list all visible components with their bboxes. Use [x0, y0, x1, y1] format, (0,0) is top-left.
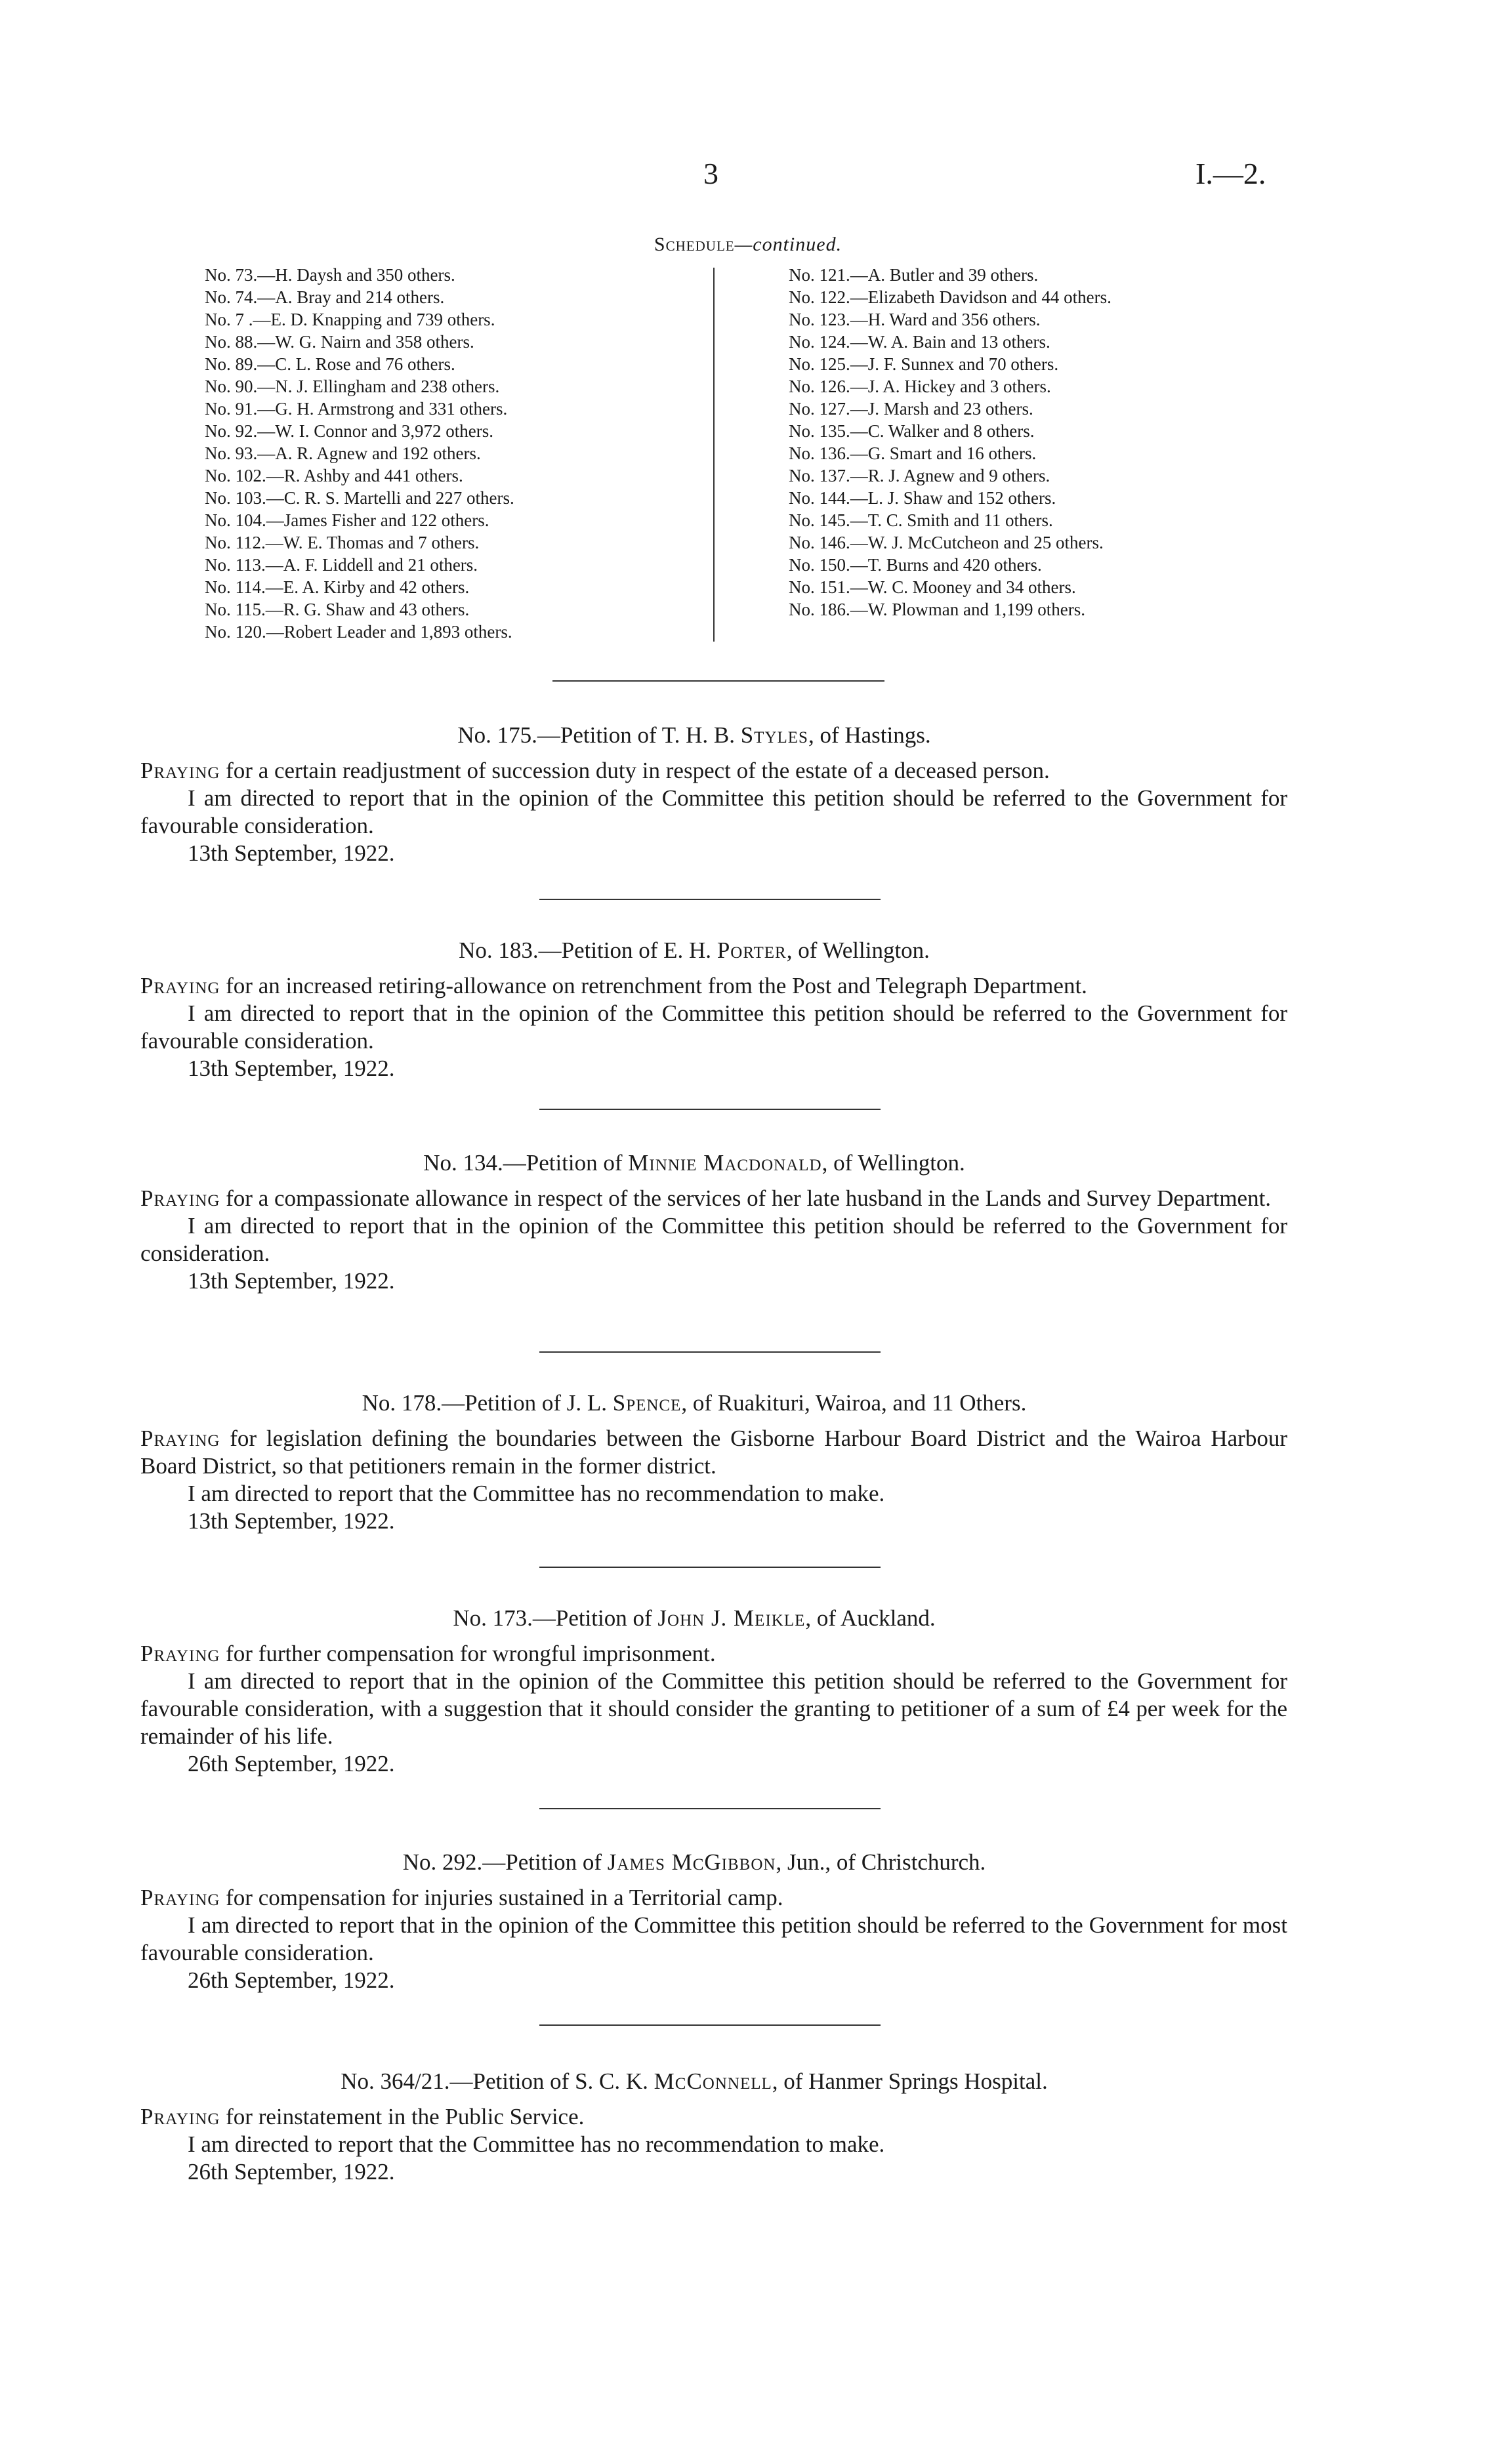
petition-praying [140, 972, 1287, 1000]
praying-word: Praying [140, 1185, 220, 1211]
praying-text: for a certain readjustment of succession duty in respect of the estate of a deceased person. [220, 758, 1050, 783]
petitioner-name: Porter [717, 937, 787, 963]
petition-date: 13th September, 1922. [188, 1508, 395, 1534]
schedule-item: No. 104.—James Fisher and 122 others. [205, 510, 489, 530]
schedule-item: No. 114.—E. A. Kirby and 42 others. [205, 577, 470, 597]
petition-report: I am directed to report that in the opinion of the Committee this petition should be referred to the Government for favourable consideration, with a suggestion that it should consider the granting to petitioner of a sum of £4 per week for the remainder of his life. [140, 1668, 1287, 1749]
petition-entry [140, 1389, 1287, 1535]
petition-praying [140, 1640, 1287, 1668]
praying-word: Praying [140, 973, 220, 998]
section-divider [539, 1808, 881, 1809]
praying-text: for reinstatement in the Public Service. [220, 2104, 585, 2129]
petition-date: 13th September, 1922. [188, 1268, 395, 1294]
petition-date: 26th September, 1922. [188, 1967, 395, 1993]
petition-title [140, 937, 1287, 964]
schedule-item: No. 91.—G. H. Armstrong and 331 others. [205, 399, 508, 419]
section-divider [539, 1567, 881, 1568]
schedule-item: No. 120.—Robert Leader and 1,893 others. [205, 622, 512, 642]
petition-title-text: No. 178.—Petition of J. L. [362, 1390, 613, 1416]
schedule-item: No. 150.—T. Burns and 420 others. [789, 555, 1042, 575]
petition-title-suffix: , of Wellington. [786, 937, 930, 963]
schedule-item: No. 121.—A. Butler and 39 others. [789, 265, 1039, 285]
petition-entry [140, 1149, 1287, 1295]
petition-title [140, 722, 1287, 749]
praying-text: for an increased retiring-allowance on retrenchment from the Post and Telegraph Department. [220, 973, 1087, 998]
petition-title-suffix: , of Hanmer Springs Hospital. [772, 2068, 1048, 2094]
praying-word: Praying [140, 2104, 220, 2129]
petition-date: 26th September, 1922. [188, 1751, 395, 1776]
schedule-heading-continued: —continued. [734, 234, 842, 255]
schedule-item: No. 136.—G. Smart and 16 others. [789, 443, 1037, 463]
schedule-item: No. 112.—W. E. Thomas and 7 others. [205, 533, 480, 552]
schedule-item: No. 144.—L. J. Shaw and 152 others. [789, 488, 1056, 508]
schedule-item: No. 88.—W. G. Nairn and 358 others. [205, 332, 474, 352]
schedule-item: No. 93.—A. R. Agnew and 192 others. [205, 443, 481, 463]
petition-report: I am directed to report that in the opinion of the Committee this petition should be referred to the Government for favourable consideration. [140, 1000, 1287, 1054]
petition-title-suffix: , of Hastings. [808, 722, 931, 748]
petition-title [140, 1389, 1287, 1417]
schedule-item: No. 135.—C. Walker and 8 others. [789, 421, 1035, 441]
praying-text: for a compassionate allowance in respect of the services of her late husband in the Lands and Survey Department. [220, 1185, 1272, 1211]
petitioner-name: McConnell [654, 2068, 772, 2094]
schedule-item: No. 124.—W. A. Bain and 13 others. [789, 332, 1050, 352]
schedule-item: No. 92.—W. I. Connor and 3,972 others. [205, 421, 493, 441]
section-divider [539, 1109, 881, 1110]
petition-report: I am directed to report that in the opinion of the Committee this petition should be referred to the Government for most favourable consideration. [140, 1912, 1287, 1965]
schedule-item: No. 145.—T. C. Smith and 11 others. [789, 510, 1053, 530]
petition-entry [140, 1605, 1287, 1778]
petition-title-text: No. 292.—Petition of [402, 1849, 608, 1875]
schedule-item: No. 7 .—E. D. Knapping and 739 others. [205, 310, 495, 329]
petitioner-name: James McGibbon [607, 1849, 776, 1875]
schedule-heading [0, 234, 1496, 256]
petition-title-suffix: , Jun., of Christchurch. [776, 1849, 986, 1875]
praying-text: for compensation for injuries sustained in a Territorial camp. [220, 1885, 783, 1910]
schedule-item: No. 186.—W. Plowman and 1,199 others. [789, 600, 1085, 619]
petition-title-suffix: , of Auckland. [805, 1605, 936, 1631]
schedule-heading-label: Schedule [654, 234, 735, 255]
petition-title-suffix: , of Wellington. [821, 1150, 965, 1176]
page-number: 3 [703, 157, 718, 190]
schedule-item: No. 90.—N. J. Ellingham and 238 others. [205, 377, 500, 396]
page-reference: I.—2. [1195, 157, 1266, 190]
petition-praying [140, 1425, 1287, 1480]
schedule-item: No. 123.—H. Ward and 356 others. [789, 310, 1041, 329]
section-divider [539, 1351, 881, 1353]
schedule-item: No. 151.—W. C. Mooney and 34 others. [789, 577, 1076, 597]
praying-text: for further compensation for wrongful imprisonment. [220, 1641, 716, 1666]
schedule-item: No. 74.—A. Bray and 214 others. [205, 287, 445, 307]
petition-entry [140, 1849, 1287, 1994]
petition-title-text: No. 183.—Petition of E. H. [459, 937, 717, 963]
schedule-right-column [789, 264, 1112, 621]
petitioner-name: Spence [612, 1390, 682, 1416]
schedule-item: No. 73.—H. Daysh and 350 others. [205, 265, 455, 285]
petition-title-text: No. 364/21.—Petition of S. C. K. [341, 2068, 654, 2094]
petition-entry [140, 2068, 1287, 2186]
schedule-item: No. 125.—J. F. Sunnex and 70 others. [789, 354, 1059, 374]
petition-date: 13th September, 1922. [188, 1056, 395, 1081]
petition-title [140, 2068, 1287, 2095]
schedule-item: No. 146.—W. J. McCutcheon and 25 others. [789, 533, 1104, 552]
petition-praying [140, 2103, 1287, 2131]
praying-word: Praying [140, 1641, 220, 1666]
praying-word: Praying [140, 1885, 220, 1910]
petition-report: I am directed to report that the Committee has no recommendation to make. [188, 2131, 885, 2157]
section-divider [539, 899, 881, 900]
schedule-column-divider [713, 268, 715, 642]
schedule-item: No. 103.—C. R. S. Martelli and 227 others. [205, 488, 514, 508]
petition-entry [140, 722, 1287, 867]
section-divider [552, 680, 884, 682]
section-divider [539, 2024, 881, 2026]
schedule-item: No. 89.—C. L. Rose and 76 others. [205, 354, 455, 374]
schedule-item: No. 122.—Elizabeth Davidson and 44 others. [789, 287, 1112, 307]
schedule-item: No. 126.—J. A. Hickey and 3 others. [789, 377, 1051, 396]
petition-report: I am directed to report that in the opinion of the Committee this petition should be referred to the Government for consideration. [140, 1213, 1287, 1266]
schedule-item: No. 115.—R. G. Shaw and 43 others. [205, 600, 470, 619]
praying-word: Praying [140, 1426, 220, 1451]
schedule-item: No. 127.—J. Marsh and 23 others. [789, 399, 1033, 419]
petition-title-text: No. 173.—Petition of [453, 1605, 658, 1631]
petition-entry [140, 937, 1287, 1082]
schedule-item: No. 113.—A. F. Liddell and 21 others. [205, 555, 478, 575]
petition-praying [140, 1884, 1287, 1912]
petition-report: I am directed to report that in the opinion of the Committee this petition should be referred to the Government for favourable consideration. [140, 785, 1287, 838]
petitioner-name: John J. Meikle [657, 1605, 806, 1631]
schedule-item: No. 102.—R. Ashby and 441 others. [205, 466, 463, 485]
petition-date: 13th September, 1922. [188, 840, 395, 866]
petition-title [140, 1849, 1287, 1876]
schedule-item: No. 137.—R. J. Agnew and 9 others. [789, 466, 1050, 485]
petition-title-text: No. 175.—Petition of T. H. B. [457, 722, 741, 748]
petition-title-suffix: , of Ruakituri, Wairoa, and 11 Others. [681, 1390, 1027, 1416]
petition-title [140, 1605, 1287, 1632]
petition-title-text: No. 134.—Petition of [423, 1150, 629, 1176]
schedule-left-column [205, 264, 514, 643]
praying-word: Praying [140, 758, 220, 783]
petition-praying [140, 757, 1287, 785]
petition-report: I am directed to report that the Committee has no recommendation to make. [188, 1481, 885, 1506]
petition-praying [140, 1185, 1287, 1212]
petitioner-name: Minnie Macdonald [628, 1150, 822, 1176]
petition-title [140, 1149, 1287, 1177]
petitioner-name: Styles [740, 722, 808, 748]
petition-date: 26th September, 1922. [188, 2159, 395, 2185]
praying-text: for legislation defining the boundaries between the Gisborne Harbour Board District and the Wairoa Harbour Board District, so that petitioners remain in the former district. [140, 1426, 1287, 1479]
